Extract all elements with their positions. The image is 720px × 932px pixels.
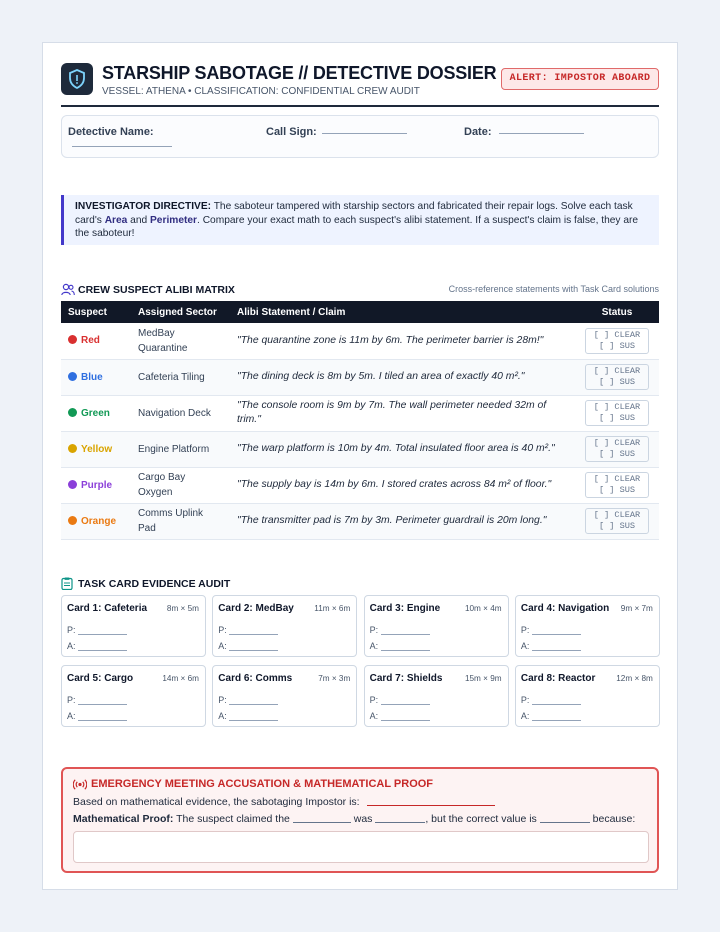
status-checkbox[interactable]: [ ] CLEAR [ ] SUS — [585, 508, 649, 534]
claim-cell — [230, 359, 575, 395]
task-card — [364, 595, 509, 657]
matrix-title: CREW SUSPECT ALIBI MATRIX — [78, 284, 235, 296]
emergency-title: EMERGENCY MEETING ACCUSATION & MATHEMATICAL PROOF — [91, 778, 434, 790]
sector-name: Comms Uplink Pad — [138, 508, 204, 534]
dossier-sheet — [42, 42, 678, 890]
emergency-panel — [61, 767, 659, 873]
area-label: A: — [369, 641, 379, 651]
alibi-claim: "The transmitter pad is 7m by 3m. Perimeter guardrail is 20m long." — [237, 515, 547, 526]
card-dimensions: 14m × 6m — [162, 674, 199, 683]
suspect-color-dot — [68, 372, 77, 381]
table-row — [61, 503, 659, 539]
sector-cell — [131, 359, 230, 395]
alibi-claim: "The supply bay is 14m by 6m. I stored crates across 84 m² of floor." — [237, 479, 552, 490]
status-cell — [575, 503, 659, 539]
card-dimensions: 7m × 3m — [318, 674, 351, 683]
task-card — [212, 665, 357, 727]
directive-and: and — [127, 214, 151, 226]
sector-name: Navigation Deck — [138, 407, 211, 419]
evidence-title: TASK CARD EVIDENCE AUDIT — [78, 578, 231, 590]
accusation-line — [73, 796, 495, 808]
header — [61, 61, 659, 107]
detective-name-label: Detective Name: — [68, 126, 154, 138]
proof-text-c: , but the correct value is — [425, 813, 540, 825]
status-checkbox[interactable]: [ ] CLEAR [ ] SUS — [585, 436, 649, 462]
status-checkbox[interactable]: [ ] CLEAR [ ] SUS — [585, 472, 649, 498]
status-cell — [575, 359, 659, 395]
directive-lead: INVESTIGATOR DIRECTIVE: — [75, 201, 212, 212]
suspect-color-dot — [68, 480, 77, 489]
perimeter-label: P: — [218, 695, 227, 705]
table-row — [61, 395, 659, 431]
sector-cell — [131, 503, 230, 539]
perimeter-field[interactable] — [532, 634, 581, 635]
area-field[interactable] — [78, 650, 127, 651]
task-card — [212, 595, 357, 657]
status-checkbox[interactable]: [ ] CLEAR [ ] SUS — [585, 328, 649, 354]
suspect-color-dot — [68, 516, 77, 525]
card-dimensions: 11m × 6m — [314, 604, 351, 613]
area-label: A: — [520, 641, 530, 651]
area-label: A: — [218, 641, 227, 651]
sector-name: Engine Platform — [138, 443, 210, 455]
suspect-name — [68, 480, 112, 491]
broadcast-icon — [73, 778, 87, 791]
alibi-claim: "The console room is 9m by 7m. The wall perimeter needed 32m of trim." — [237, 400, 547, 425]
area-label: A: — [369, 711, 379, 721]
col-status: Status — [575, 301, 659, 323]
proof-text-b: was — [350, 813, 376, 825]
area-field[interactable] — [78, 720, 127, 721]
suspect-cell — [61, 395, 131, 431]
suspect-color-dot — [68, 444, 77, 453]
perimeter-field[interactable] — [78, 704, 127, 705]
card-name: Card 6: Comms — [218, 673, 293, 684]
task-card — [61, 595, 206, 657]
claim-cell — [230, 467, 575, 503]
col-suspect: Suspect — [61, 301, 131, 323]
area-field[interactable] — [532, 650, 581, 651]
sector-cell — [131, 467, 230, 503]
perimeter-label: P: — [369, 695, 379, 705]
perimeter-label: P: — [369, 625, 379, 635]
sector-cell — [131, 431, 230, 467]
col-sector: Assigned Sector — [131, 301, 230, 323]
shield-icon — [68, 69, 86, 89]
area-field[interactable] — [532, 720, 581, 721]
matrix-xref-note: Cross-reference statements with Task Card solutions — [448, 284, 659, 294]
card-name: Card 4: Navigation — [520, 603, 610, 614]
status-cell — [575, 431, 659, 467]
alert-badge: ALERT: IMPOSTOR ABOARD — [501, 68, 659, 90]
claimed-measure-field[interactable] — [293, 822, 351, 823]
suspect-label: Blue — [81, 371, 103, 383]
date-label: Date: — [464, 126, 492, 138]
alibi-claim: "The quarantine zone is 11m by 6m. The perimeter barrier is 28m!" — [237, 334, 544, 346]
area-label: A: — [520, 711, 530, 721]
alibi-claim: "The warp platform is 10m by 4m. Total insulated floor area is 40 m²." — [237, 443, 555, 454]
card-dimensions: 15m × 9m — [464, 674, 502, 683]
correct-value-field[interactable] — [540, 822, 590, 823]
investigator-directive — [61, 195, 659, 245]
status-cell — [575, 323, 659, 359]
claimed-value-field[interactable] — [375, 822, 425, 823]
status-cell — [575, 467, 659, 503]
area-field[interactable] — [229, 650, 278, 651]
callsign-field[interactable] — [322, 133, 407, 134]
suspect-cell — [61, 467, 131, 503]
proof-answer-box[interactable] — [73, 831, 649, 863]
task-card — [515, 665, 660, 727]
card-name: Card 2: MedBay — [218, 603, 294, 614]
date-field[interactable] — [499, 133, 584, 134]
claim-cell — [230, 395, 575, 431]
col-claim: Alibi Statement / Claim — [230, 301, 575, 323]
card-dimensions: 12m × 8m — [616, 674, 653, 683]
sector-name: Cafeteria Tiling — [138, 371, 205, 383]
directive-area: Area — [104, 214, 128, 226]
perimeter-field[interactable] — [229, 634, 278, 635]
card-name: Card 3: Engine — [369, 603, 441, 614]
directive-perimeter: Perimeter — [150, 214, 198, 226]
suspect-color-dot — [68, 335, 77, 344]
perimeter-label: P: — [218, 625, 227, 635]
card-name: Card 1: Cafeteria — [67, 603, 148, 614]
task-card — [364, 665, 509, 727]
suspect-cell — [61, 431, 131, 467]
claim-cell — [230, 323, 575, 359]
suspect-label: Purple — [81, 479, 113, 491]
suspect-name — [68, 408, 110, 419]
perimeter-field[interactable] — [229, 704, 278, 705]
suspect-cell — [61, 359, 131, 395]
detective-name-field[interactable] — [72, 146, 172, 147]
perimeter-label: P: — [520, 625, 530, 635]
clipboard-icon — [61, 577, 73, 590]
card-name: Card 8: Reactor — [520, 673, 596, 684]
alibi-matrix-table — [61, 301, 659, 540]
area-label: A: — [218, 711, 227, 721]
suspect-name — [68, 372, 103, 383]
area-field[interactable] — [229, 720, 278, 721]
perimeter-label: P: — [67, 625, 76, 635]
card-dimensions: 9m × 7m — [620, 604, 653, 613]
perimeter-label: P: — [67, 695, 76, 705]
directive-text-2: . Compare your exact math to each suspect's alibi statement. If a suspect's claim is false, they are the saboteur! — [75, 214, 639, 240]
perimeter-field[interactable] — [532, 704, 581, 705]
area-label: A: — [67, 641, 76, 651]
callsign-label: Call Sign: — [266, 126, 317, 138]
card-name: Card 7: Shields — [369, 673, 443, 684]
perimeter-label: P: — [520, 695, 530, 705]
table-row — [61, 467, 659, 503]
card-dimensions: 10m × 4m — [464, 604, 502, 613]
directive-text-1: The saboteur tampered with starship sectors and fabricated their repair logs. Solve each task card's — [75, 201, 633, 226]
suspect-name — [68, 335, 100, 346]
suspect-cell — [61, 503, 131, 539]
suspect-label: Red — [81, 335, 100, 347]
status-cell — [575, 395, 659, 431]
area-field[interactable] — [381, 650, 430, 651]
status-checkbox[interactable]: [ ] CLEAR [ ] SUS — [585, 400, 649, 426]
suspect-name — [68, 516, 116, 527]
suspect-label: Green — [81, 407, 110, 419]
area-label: A: — [67, 711, 76, 721]
alibi-claim: "The dining deck is 8m by 5m. I tiled an area of exactly 40 m²." — [237, 371, 525, 382]
suspect-name — [68, 444, 112, 455]
proof-text-d: because: — [589, 813, 636, 825]
page-title: STARSHIP SABOTAGE // DETECTIVE DOSSIER — [102, 63, 497, 83]
suspect-label: Yellow — [81, 443, 113, 455]
perimeter-field[interactable] — [381, 634, 430, 635]
sector-name: MedBay Quarantine — [138, 327, 188, 354]
sector-name: Cargo Bay Oxygen — [138, 472, 186, 498]
header-divider — [61, 105, 659, 107]
page-subtitle: VESSEL: ATHENA • CLASSIFICATION: CONFIDENTIAL CREW AUDIT — [102, 86, 420, 97]
claim-cell — [230, 431, 575, 467]
proof-line — [73, 813, 635, 825]
table-row — [61, 431, 659, 467]
table-header-row — [61, 301, 659, 323]
impostor-name-field[interactable] — [367, 805, 495, 806]
sector-cell — [131, 395, 230, 431]
status-checkbox[interactable]: [ ] CLEAR [ ] SUS — [585, 364, 649, 390]
task-card — [515, 595, 660, 657]
detective-id-box — [61, 115, 659, 158]
area-field[interactable] — [381, 720, 430, 721]
logo-badge — [61, 63, 93, 95]
accusation-text: Based on mathematical evidence, the sabotaging Impostor is: — [73, 796, 360, 808]
table-row — [61, 323, 659, 359]
card-dimensions: 8m × 5m — [166, 604, 199, 613]
suspect-label: Orange — [81, 515, 117, 527]
perimeter-field[interactable] — [381, 704, 430, 705]
perimeter-field[interactable] — [78, 634, 127, 635]
table-row — [61, 359, 659, 395]
users-icon — [61, 283, 75, 296]
suspect-cell — [61, 323, 131, 359]
suspect-color-dot — [68, 408, 77, 417]
claim-cell — [230, 503, 575, 539]
proof-lead: Mathematical Proof: — [73, 813, 174, 825]
sector-cell — [131, 323, 230, 359]
proof-text-a: The suspect claimed the — [173, 813, 293, 825]
task-card — [61, 665, 206, 727]
card-name: Card 5: Cargo — [67, 673, 134, 684]
